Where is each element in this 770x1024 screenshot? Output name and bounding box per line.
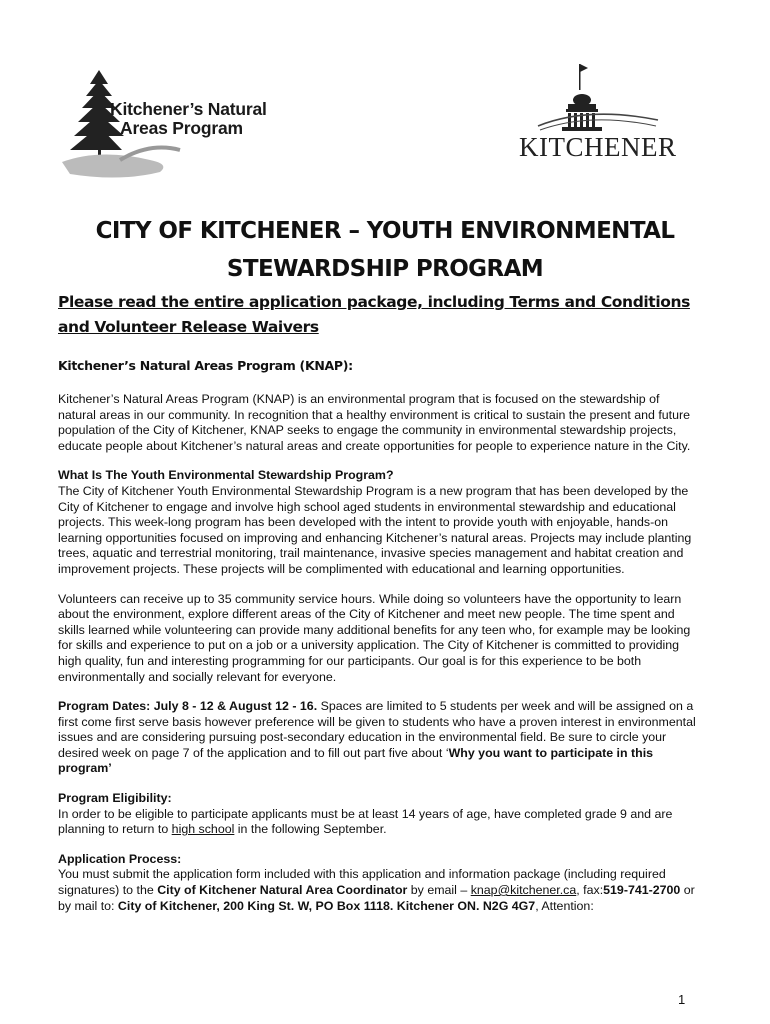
application-heading: Application Process: bbox=[58, 851, 182, 866]
high-school-link[interactable]: high school bbox=[171, 822, 235, 837]
knap-logo-line2: Areas Program bbox=[120, 118, 243, 138]
dates-emphasis: Why you want to participate in this program’ bbox=[58, 745, 654, 776]
volunteer-paragraph: Volunteers can receive up to 35 community service hours. While doing so volunteers have the opportunity to learn about the environment, explore different areas of the City of Kitchener and meet new people. The time spent and skills learned while volunteering can provide many additional benefits for any teen who, for example may be looking for skills and experience to put on a job or a university application. The City of Kitchener is committed to providing high quality, fun and interesting programming for our participants. Our goal is for this experience to be both environmentally and socially relevant for everyone. bbox=[58, 591, 691, 684]
what-paragraph: The City of Kitchener Youth Environmental Stewardship Program is a new program that has been developed by the City of Kitchener to engage and involve high school aged students in environmental stewardship and educational projects. This week-long program has been developed with the intent to provide youth with enjoyable, hands-on learning opportunities focused on improving and enhancing Kitchener’s natural areas. Projects may include planting trees, aquatic and terrestrial monitoring, trail maintenance, invasive species management and habitat creation and improvement projects. These projects will be complimented with educational and learning opportunities. bbox=[58, 483, 692, 576]
knap-logo-line1: Kitchener’s Natural bbox=[110, 99, 267, 119]
knap-paragraph: Kitchener’s Natural Areas Program (KNAP) is an environmental program that is focused on the stewardship of natural areas in our community. In recognition that a healthy environment is critical to sustain the present and future population of the City of Kitchener, KNAP seeks to engage the community in environmental stewardship projects, educate people about Kitchener’s natural areas and create opportunities for people to experience nature in the City. bbox=[58, 392, 691, 453]
application-text-1: You must submit the application form included with this application and information package (including required signatures) to the bbox=[58, 867, 666, 898]
kitchener-wordmark: KITCHENER bbox=[519, 132, 677, 162]
application-text-5: , Attention: bbox=[535, 898, 594, 913]
page-title: CITY OF KITCHENER – YOUTH ENVIRONMENTAL STEWARDSHIP PROGRAM bbox=[95, 218, 675, 282]
mailing-address: City of Kitchener, 200 King St. W, PO Box 1118. Kitchener ON. N2G 4G7 bbox=[117, 898, 536, 913]
fax-number: 519-741-2700 bbox=[603, 883, 681, 898]
dates-label: Program Dates: July 8 - 12 & August 12 - 16. bbox=[58, 699, 318, 714]
email-link[interactable]: knap@kitchener.ca bbox=[470, 883, 577, 898]
instruction-note: Please read the entire application package, including Terms and Conditions and Volunteer Release Waivers bbox=[58, 293, 690, 336]
application-text-4: or by mail to: bbox=[58, 883, 695, 913]
eligibility-text-a: In order to be eligible to participate applicants must be at least 14 years of age, have completed grade 9 and are planning to return to bbox=[58, 806, 673, 837]
knap-heading: Kitchener’s Natural Areas Program (KNAP): bbox=[58, 358, 353, 373]
what-heading: What Is The Youth Environmental Stewardship Program? bbox=[58, 468, 394, 483]
page-number: 1 bbox=[678, 992, 686, 1007]
eligibility-text-b: in the following September. bbox=[234, 822, 387, 837]
application-section bbox=[58, 852, 698, 914]
application-text-3: , fax: bbox=[576, 883, 604, 898]
what-section bbox=[58, 468, 698, 577]
knap-logo-text bbox=[110, 100, 267, 138]
body-text bbox=[58, 392, 698, 928]
dates-section bbox=[58, 699, 698, 777]
dates-text: Spaces are limited to 5 students per week and will be assigned on a first come first serve basis however preference will be given to students who have a proven interest in environmental issues and are considering pursuing post-secondary education in the environmental field. Be sure to circle your desired week on page 7 of the application and to fill out part five about ‘ bbox=[58, 699, 696, 760]
eligibility-heading: Program Eligibility: bbox=[58, 791, 172, 806]
application-text-2: by email – bbox=[407, 883, 471, 898]
coordinator-name: City of Kitchener Natural Area Coordinator bbox=[157, 883, 408, 898]
eligibility-section bbox=[58, 791, 698, 838]
